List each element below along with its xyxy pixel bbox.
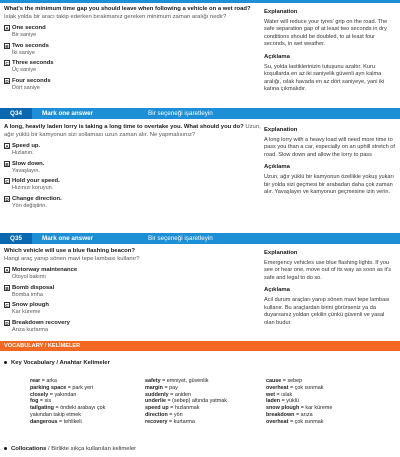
mark-instruction-tr: Bir seçeneği işaretleyin	[148, 110, 213, 117]
aciklama-title: Açıklama	[264, 164, 290, 171]
option-c-en: Snow plough	[12, 302, 49, 309]
vocab-column-3	[266, 378, 332, 426]
option-c-box[interactable]: C	[5, 61, 9, 67]
aciklama-text: Su, yolda lastiklerinizin tutuşunu azaltır. Kuru koşullarda en az iki saniyelik güvenli ayrı kalma aralığı, ıslak havada en az dört saniyeye, yani iki katına çıkmalıdır.	[264, 63, 385, 93]
option-a-en: Motorway maintenance	[12, 267, 78, 274]
aciklama-title: Açıklama	[264, 287, 290, 294]
option-b[interactable]	[4, 42, 262, 57]
vocab-item: tailgating = öndeki arabayı çok yakından takip etmek	[30, 405, 106, 418]
question-35	[0, 233, 400, 333]
vocab-item: parking space = park yeri	[30, 384, 94, 391]
bullet-icon	[4, 361, 7, 364]
option-a-en: One second	[12, 25, 46, 32]
vocab-item: direction = yön	[145, 411, 183, 418]
question-en: Which vehicle will use a blue flashing beacon?	[4, 248, 135, 254]
options-list	[4, 24, 262, 91]
option-d-en: Change direction.	[12, 195, 62, 202]
vocab-item: snow plough = kar küreme	[266, 405, 333, 412]
question-text	[4, 124, 262, 139]
mark-instruction-tr: Bir seçeneği işaretleyin	[148, 235, 213, 242]
vocab-item: underlie = (sebep) altında yatmak	[145, 398, 227, 405]
mark-instruction-en: Mark one answer	[42, 235, 94, 242]
vocab-item: overheat = çok ısınmak	[266, 384, 324, 391]
option-a-tr: Hızlanın.	[12, 150, 34, 157]
explanation-text: Water will reduce your tyres' grip on the road. The safe separation gap of at least two seconds in dry conditions should be doubled, to at least four seconds, in wet weather.	[264, 18, 388, 48]
explanation-title: Explanation	[264, 9, 298, 15]
vocabulary-header: VOCABULARY / KELİMELER	[0, 341, 400, 351]
question-text	[4, 248, 262, 263]
option-c-box[interactable]: C	[5, 303, 9, 309]
option-b[interactable]	[4, 160, 262, 175]
option-c-box[interactable]: C	[5, 179, 9, 185]
explanation-text: Emergency vehicles use blue flashing lights. If you see or hear one, move out of its way as soon as it's safe and legal to do so.	[264, 259, 391, 281]
vocab-item: wet = ıslak	[266, 391, 293, 398]
option-d[interactable]	[4, 195, 262, 210]
vocab-item: recovery = kurtarma	[145, 418, 195, 425]
question-text	[4, 6, 262, 21]
bullet-icon	[4, 447, 7, 450]
question-en: What's the minimum time gap you should leave when following a vehicle on a wet road?	[4, 6, 251, 12]
question-34-header	[0, 108, 400, 119]
option-a-tr: Otoyol bakımı	[12, 274, 46, 281]
option-c-en: Three seconds	[12, 60, 54, 67]
question-tr: Islak yolda bir aracı takip ederken bırakmanız gereken minimum zaman aralığı nedir?	[4, 13, 227, 20]
question-number: Q34	[0, 108, 32, 119]
vocab-column-1	[30, 378, 118, 426]
explanation-title: Explanation	[264, 127, 298, 133]
options-list	[4, 142, 262, 209]
mark-instruction-en: Mark one answer	[42, 110, 94, 117]
vocab-item: laden = yüklü	[266, 398, 299, 405]
option-c-en: Hold your speed.	[12, 178, 60, 185]
option-a-box[interactable]: A	[5, 268, 9, 274]
vocab-item: rear = arka	[30, 378, 57, 384]
option-d[interactable]	[4, 77, 262, 92]
question-35-explanation	[264, 250, 396, 327]
vocab-item: safety = emniyet, güvenlik	[145, 378, 209, 384]
vocab-item: breakdown = arıza	[266, 411, 313, 418]
explanation-text: A long lorry with a heavy load will need more time to pass you than a car, especially on an uphill stretch of road. Slow down and allow the lorry to pass	[264, 136, 395, 158]
option-a[interactable]	[4, 24, 262, 39]
option-c-tr: Hızınızı koruyun.	[12, 185, 54, 192]
question-tr: Hangi araç yanıp sönen mavi tepe lambası kullanır?	[4, 255, 140, 262]
question-35-left	[4, 248, 262, 333]
vocab-item: cause = sebep	[266, 378, 303, 384]
aciklama-title: Açıklama	[264, 53, 290, 60]
question-34-left	[4, 124, 262, 209]
vocab-item: overheat = çok ısınmak	[266, 418, 324, 425]
question-en: A long, heavily laden lorry is taking a long time to overtake you. What should you do?	[4, 124, 244, 130]
vocab-column-2	[145, 378, 227, 426]
option-a[interactable]	[4, 266, 262, 281]
option-d-box[interactable]: D	[5, 320, 9, 326]
vocab-item: closely = yakından	[30, 391, 77, 398]
collocations-title: Collocations / Birlikte sıkça kullanılan kelimeler	[4, 446, 136, 454]
option-d-en: Four seconds	[12, 77, 51, 84]
option-d-tr: Yön değiştirin.	[12, 202, 47, 209]
vocab-item: dangerous = tehlikeli	[30, 418, 82, 425]
option-a-box[interactable]: A	[5, 26, 9, 32]
option-b-box[interactable]: B	[5, 161, 9, 167]
option-b-tr: İki saniye	[12, 49, 35, 56]
option-b-box[interactable]: B	[5, 43, 9, 49]
option-b-en: Slow down.	[12, 160, 45, 167]
option-d-tr: Dört saniye	[12, 84, 40, 91]
option-b-en: Two seconds	[12, 42, 49, 49]
option-b-tr: Yavaşlayın.	[12, 167, 41, 174]
aciklama-text: Acil durum araçları yanıp sönen mavi tepe lambası kullanır. Bu araçlardan birini görürseniz ya da duyarsanız yoldan çekilin çünkü güvenli ve yasal olan budur.	[264, 296, 390, 326]
option-a[interactable]	[4, 142, 262, 157]
question-33-left	[4, 6, 262, 91]
option-d-box[interactable]: D	[5, 196, 9, 202]
option-b-tr: Bomba imha	[12, 291, 43, 298]
option-a-box[interactable]: A	[5, 144, 9, 150]
option-c-tr: Üç saniye	[12, 67, 37, 74]
option-a-en: Speed up.	[12, 143, 41, 150]
option-d-tr: Arıza kurtarma	[12, 326, 49, 333]
option-d[interactable]	[4, 319, 262, 334]
option-c[interactable]	[4, 59, 262, 74]
question-35-header	[0, 233, 400, 244]
question-number: Q35	[0, 233, 32, 244]
option-c[interactable]	[4, 177, 262, 192]
top-accent-bar	[0, 0, 400, 3]
question-34	[0, 108, 400, 209]
key-vocabulary-title: Key Vocabulary / Anahtar Kelimeler	[4, 360, 110, 368]
option-d-box[interactable]: D	[5, 78, 9, 84]
vocab-item: suddenly = aniden	[145, 391, 192, 398]
option-a-tr: Bir saniye	[12, 32, 37, 39]
option-b-en: Bomb disposal	[12, 284, 55, 291]
question-tr: Uzun, ağır yüklü bir kamyonun sizi sollaması uzun zaman alır. Ne yapmalısınız?	[4, 124, 261, 138]
question-34-explanation	[264, 127, 396, 197]
vocab-item: margin = pay	[145, 384, 178, 391]
aciklama-text: Uzun, ağır yüklü bir kamyonun özellikle yokuş yukarı bir yolda sizi geçmesi bir arabadan daha çok zaman alır. Yavaşlayın ve kamyonun geçmesine izin verin.	[264, 173, 394, 196]
vocab-item: fog = sis	[30, 398, 52, 405]
options-list	[4, 266, 262, 333]
question-33-explanation	[264, 9, 396, 94]
option-b-box[interactable]: B	[5, 285, 9, 291]
vocab-item: speed up = hızlanmak	[145, 405, 200, 412]
option-c[interactable]	[4, 301, 262, 316]
option-b[interactable]	[4, 284, 262, 299]
option-c-tr: Kar küreme	[12, 309, 41, 316]
explanation-title: Explanation	[264, 250, 298, 256]
option-d-en: Breakdown recovery	[12, 319, 70, 326]
